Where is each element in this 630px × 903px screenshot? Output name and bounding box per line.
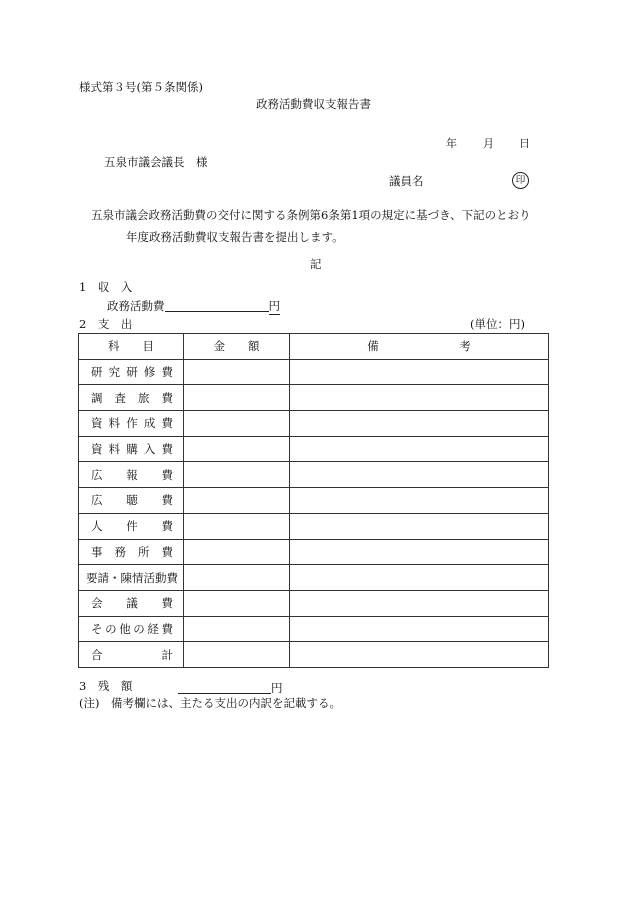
- expense-item-char: 究: [108, 365, 121, 380]
- expense-item-cell: [79, 590, 184, 616]
- expense-remarks-cell[interactable]: [290, 565, 549, 591]
- body-text-line-1: 五泉市議会政務活動費の交付に関する条例第6条第1項の規定に基づき、下記のとおり: [91, 208, 531, 222]
- expense-item-cell: [79, 565, 184, 591]
- expense-row: [79, 462, 549, 488]
- expense-item-cell: [79, 539, 184, 565]
- expense-item-char: 他: [119, 621, 131, 636]
- expense-item-char: 料: [108, 442, 121, 457]
- expense-item-char: 査: [114, 390, 126, 405]
- date-row: [446, 138, 530, 149]
- balance-amount-blank: [178, 681, 271, 694]
- expense-item-char: 入: [143, 442, 156, 457]
- expense-amount-cell[interactable]: [184, 565, 290, 591]
- expense-item-cell: [79, 488, 184, 514]
- expense-item-label: [79, 647, 183, 663]
- expense-row: [79, 411, 549, 437]
- expense-item-label: [79, 595, 183, 611]
- expense-remarks-cell[interactable]: [290, 590, 549, 616]
- expense-item-char: 要請・陳情活動費: [86, 570, 178, 585]
- expense-row: [79, 539, 549, 565]
- expense-amount-cell[interactable]: [184, 539, 290, 565]
- expense-item-char: 費: [161, 467, 173, 482]
- column-header-remarks: 備 考: [290, 334, 549, 360]
- expense-item-char: 費: [161, 416, 173, 431]
- expense-item-char: 費: [161, 390, 173, 405]
- expense-item-cell: [79, 359, 184, 385]
- expense-item-char: 研: [126, 365, 138, 380]
- seal-mark: 印: [512, 172, 529, 189]
- income-unit: 円: [268, 299, 280, 313]
- expense-item-char: 報: [126, 467, 138, 482]
- expense-amount-cell[interactable]: [184, 411, 290, 437]
- body-text-line-2: 年度政務活動費収支報告書を提出します。: [126, 230, 344, 244]
- expense-amount-cell[interactable]: [184, 590, 290, 616]
- expense-item-label: [79, 621, 183, 637]
- expense-item-char: 作: [126, 416, 138, 431]
- expense-item-char: 費: [161, 621, 173, 636]
- unit-note: (単位：円): [470, 317, 525, 331]
- expense-row: [79, 359, 549, 385]
- expense-item-label: [79, 467, 183, 483]
- expense-item-cell: [79, 436, 184, 462]
- expense-amount-cell[interactable]: [184, 488, 290, 514]
- date-month-label: 月: [483, 137, 494, 150]
- expense-remarks-cell[interactable]: [290, 539, 549, 565]
- expense-item-label: [79, 492, 183, 508]
- expense-item-cell: [79, 411, 184, 437]
- expense-item-cell: [79, 513, 184, 539]
- expense-remarks-cell[interactable]: [290, 616, 549, 642]
- balance-unit: 円: [271, 681, 283, 695]
- expense-amount-cell[interactable]: [184, 616, 290, 642]
- expense-item-char: 所: [138, 544, 150, 559]
- expense-item-cell: [79, 642, 184, 668]
- balance-heading: 3 残 額: [79, 679, 133, 693]
- expense-item-char: 資: [91, 416, 103, 431]
- ki-marker: 記: [310, 257, 322, 271]
- expense-item-cell: [79, 462, 184, 488]
- expense-remarks-cell[interactable]: [290, 513, 549, 539]
- expense-item-char: 計: [161, 647, 173, 662]
- expense-remarks-cell[interactable]: [290, 462, 549, 488]
- expense-item-char: 務: [114, 544, 126, 559]
- expense-item-char: 議: [126, 596, 138, 611]
- expense-remarks-cell[interactable]: [290, 359, 549, 385]
- expense-item-cell: [79, 385, 184, 411]
- expense-item-char: 購: [126, 442, 138, 457]
- expense-amount-cell[interactable]: [184, 642, 290, 668]
- expense-item-char: の: [105, 621, 117, 636]
- expense-item-char: 件: [126, 519, 138, 534]
- income-amount-blank: [165, 299, 269, 312]
- expense-row: [79, 385, 549, 411]
- expense-item-char: 広: [91, 493, 103, 508]
- expense-table: [78, 333, 549, 668]
- expense-amount-cell[interactable]: [184, 436, 290, 462]
- expense-row: [79, 513, 549, 539]
- expense-item-char: の: [133, 621, 145, 636]
- expense-item-char: 費: [161, 544, 173, 559]
- date-year-label: 年: [446, 137, 457, 150]
- expense-row: [79, 616, 549, 642]
- document-title: 政務活動費収支報告書: [256, 97, 371, 111]
- expense-amount-cell[interactable]: [184, 359, 290, 385]
- expense-header-row: [79, 334, 549, 360]
- date-day-label: 日: [519, 137, 530, 150]
- balance-row: [178, 681, 283, 695]
- expense-item-char: 聴: [126, 493, 138, 508]
- expense-item-char: 合: [91, 647, 103, 662]
- expense-item-label: [79, 441, 183, 457]
- expense-item-label: [79, 415, 183, 431]
- expense-item-char: 成: [143, 416, 156, 431]
- income-row: [107, 299, 280, 313]
- expense-item-char: 費: [161, 442, 173, 457]
- expense-item-char: 費: [161, 596, 173, 611]
- expense-remarks-cell[interactable]: [290, 642, 549, 668]
- expense-item-char: 旅: [138, 390, 150, 405]
- expense-item-char: そ: [91, 621, 103, 636]
- expense-remarks-cell[interactable]: [290, 411, 549, 437]
- member-name-label: 議員名: [389, 174, 424, 188]
- expense-heading: 2 支 出: [79, 317, 133, 331]
- expense-row: [79, 642, 549, 668]
- expense-item-char: 人: [91, 519, 103, 534]
- footnote: (注) 備考欄には、主たる支出の内訳を記載する。: [79, 696, 341, 710]
- expense-item-label: [79, 364, 183, 380]
- expense-item-char: 事: [91, 544, 103, 559]
- expense-row: [79, 565, 549, 591]
- expense-item-char: 費: [161, 365, 173, 380]
- expense-row: [79, 590, 549, 616]
- expense-remarks-cell[interactable]: [290, 488, 549, 514]
- expense-item-label: [79, 518, 183, 534]
- expense-item-char: 資: [91, 442, 103, 457]
- expense-item-label: [79, 570, 183, 586]
- column-header-amount: 金 額: [184, 334, 290, 360]
- expense-amount-cell[interactable]: [184, 513, 290, 539]
- expense-item-char: 修: [143, 365, 156, 380]
- addressee: 五泉市議会議長 様: [104, 155, 208, 169]
- expense-remarks-cell[interactable]: [290, 385, 549, 411]
- expense-remarks-cell[interactable]: [290, 436, 549, 462]
- expense-item-char: 調: [91, 390, 103, 405]
- expense-item-char: 広: [91, 467, 103, 482]
- expense-item-cell: [79, 616, 184, 642]
- expense-item-char: 会: [91, 596, 103, 611]
- expense-item-label: [79, 390, 183, 406]
- expense-amount-cell[interactable]: [184, 385, 290, 411]
- column-header-item: 科 目: [79, 334, 184, 360]
- form-number: 様式第３号(第５条関係): [79, 80, 203, 94]
- income-heading: 1 収 入: [79, 280, 133, 294]
- expense-item-label: [79, 544, 183, 560]
- expense-item-char: 費: [161, 519, 173, 534]
- expense-item-char: 費: [161, 493, 173, 508]
- expense-row: [79, 488, 549, 514]
- expense-item-char: 研: [91, 365, 103, 380]
- expense-amount-cell[interactable]: [184, 462, 290, 488]
- income-label: 政務活動費: [107, 299, 165, 313]
- expense-item-char: 経: [147, 621, 159, 636]
- expense-row: [79, 436, 549, 462]
- expense-item-char: 料: [108, 416, 121, 431]
